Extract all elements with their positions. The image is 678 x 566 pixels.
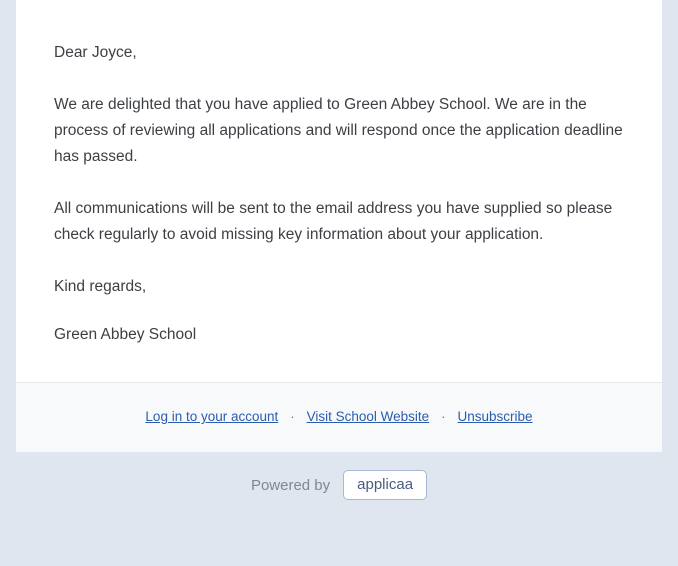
email-signoff: Kind regards, [54,278,147,295]
email-paragraph-1: We are delighted that you have applied to Green Abbey School. We are in the process of reviewing all applications and will respond once the application deadline has passed. [54,96,623,165]
footer-link-unsubscribe[interactable]: Unsubscribe [457,409,533,424]
footer-separator-1: · [290,409,295,424]
footer-link-login[interactable]: Log in to your account [145,409,279,424]
email-sender: Green Abbey School [54,326,197,343]
email-card [16,0,662,452]
powered-by-label: Powered by [250,476,331,494]
email-body [16,0,662,382]
email-greeting: Dear Joyce, [54,44,137,61]
footer-separator-2: · [441,409,446,424]
applicaa-logo: applicaa [343,470,427,500]
powered-by-row [251,470,427,500]
footer-links [36,409,642,424]
email-paragraph-2: All communications will be sent to the email address you have supplied so please check regularly to avoid missing key information about your application. [54,200,613,243]
footer-link-school-website[interactable]: Visit School Website [306,409,430,424]
email-footer [16,383,662,452]
